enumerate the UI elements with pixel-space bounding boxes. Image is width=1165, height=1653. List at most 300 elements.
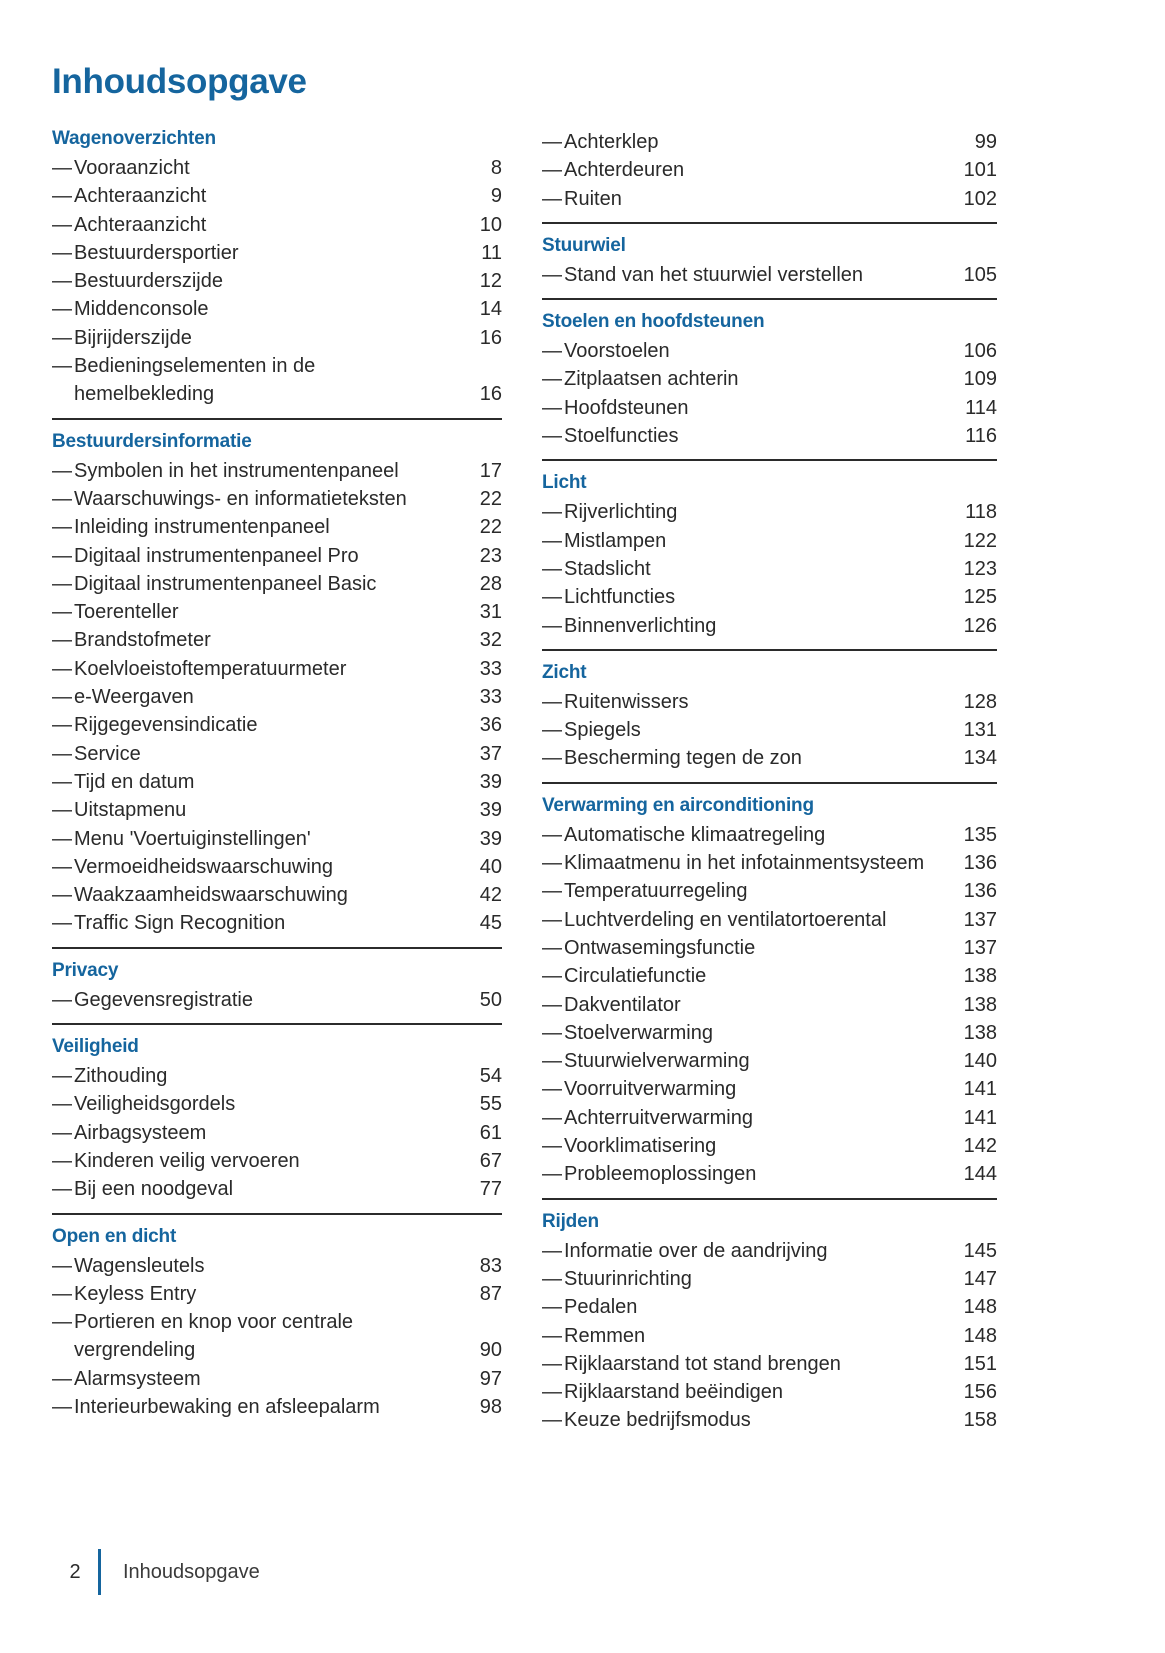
toc-entry-page-number: 118 — [965, 501, 997, 524]
toc-entry[interactable] — [52, 909, 502, 937]
toc-entry-label: Service — [74, 742, 141, 765]
toc-column-right — [542, 128, 997, 1435]
toc-entry-page-number: 135 — [963, 823, 997, 846]
toc-entry-label: Achterruitverwarming — [564, 1106, 753, 1129]
toc-entry-label: Keyless Entry — [74, 1282, 197, 1305]
toc-entry-page-number: 33 — [479, 686, 502, 709]
em-dash-icon: — — [542, 263, 562, 286]
toc-entry[interactable] — [542, 1104, 997, 1132]
toc-entry[interactable] — [542, 583, 997, 611]
toc-section — [52, 1213, 502, 1422]
toc-entry[interactable] — [542, 744, 997, 772]
toc-entry-page-number: 90 — [479, 1339, 502, 1362]
em-dash-icon: — — [542, 1078, 562, 1101]
em-dash-icon: — — [52, 270, 72, 293]
toc-entry[interactable] — [542, 716, 997, 744]
toc-entry[interactable] — [52, 485, 502, 513]
toc-section-title: Veiligheid — [52, 1036, 139, 1058]
em-dash-icon: — — [542, 965, 562, 988]
toc-entry-page-number: 83 — [479, 1254, 502, 1277]
toc-entry-label: Spiegels — [564, 719, 641, 742]
em-dash-icon: — — [52, 657, 72, 680]
toc-entry[interactable] — [542, 261, 997, 289]
toc-entry-label: Pedalen — [564, 1296, 638, 1319]
toc-entry-label: Achteraanzicht — [74, 185, 207, 208]
toc-entry-page-number: 22 — [479, 487, 502, 510]
em-dash-icon: — — [542, 690, 562, 713]
toc-entry[interactable] — [52, 598, 502, 626]
toc-section — [52, 128, 502, 409]
toc-entry[interactable] — [542, 934, 997, 962]
footer-label: Inhoudsopgave — [123, 1560, 260, 1583]
toc-entry-label: Achterdeuren — [564, 159, 685, 182]
toc-entry[interactable] — [542, 1047, 997, 1075]
em-dash-icon: — — [542, 187, 562, 210]
toc-entry-label: Bij een noodgeval — [74, 1178, 234, 1201]
toc-section-title: Stuurwiel — [542, 234, 626, 256]
toc-entry[interactable] — [542, 422, 997, 450]
toc-entry[interactable] — [52, 1062, 502, 1090]
toc-entry-label: Remmen — [564, 1324, 646, 1347]
toc-entry[interactable] — [52, 1365, 502, 1393]
toc-entry[interactable] — [542, 688, 997, 716]
toc-section-title: Stoelen en hoofdsteunen — [542, 311, 765, 333]
toc-columns — [52, 128, 1112, 1435]
toc-entry-page-number: 156 — [963, 1381, 997, 1404]
toc-section-title: Wagenoverzichten — [52, 128, 216, 149]
toc-entry-page-number: 138 — [963, 1021, 997, 1044]
toc-entry-page-number: 16 — [479, 383, 502, 406]
toc-entry-label: Veiligheidsgordels — [74, 1093, 236, 1116]
em-dash-icon: — — [52, 1395, 72, 1418]
toc-entry[interactable] — [542, 1406, 997, 1434]
toc-entry-label: Ruitenwissers — [564, 690, 689, 713]
toc-entry-label: Stadslicht — [564, 557, 651, 580]
toc-entry[interactable] — [52, 513, 502, 541]
toc-entry[interactable] — [52, 853, 502, 881]
em-dash-icon: — — [542, 614, 562, 637]
toc-entry-page-number: 36 — [479, 714, 502, 737]
em-dash-icon: — — [52, 1121, 72, 1144]
toc-entry-label: Waakzaamheidswaarschuwing — [74, 884, 348, 907]
toc-entry[interactable] — [52, 881, 502, 909]
toc-entry[interactable] — [542, 394, 997, 422]
toc-entry-page-number: 151 — [963, 1352, 997, 1375]
toc-entry[interactable] — [52, 626, 502, 654]
em-dash-icon: — — [52, 912, 72, 935]
toc-entry-label: Hoofdsteunen — [564, 396, 689, 419]
toc-entry-label: Brandstofmeter — [74, 629, 211, 652]
toc-entry[interactable] — [542, 1322, 997, 1350]
em-dash-icon: — — [542, 529, 562, 552]
toc-entry-label: Bestuurderszijde — [74, 270, 223, 293]
toc-entry-page-number: 158 — [963, 1409, 997, 1432]
em-dash-icon: — — [542, 131, 562, 153]
toc-entry-page-number: 125 — [963, 586, 997, 609]
toc-entry-page-number: 61 — [479, 1121, 502, 1144]
page-footer — [52, 1549, 260, 1595]
toc-entry[interactable] — [52, 324, 502, 352]
toc-entry-page-number: 137 — [963, 908, 997, 931]
em-dash-icon: — — [542, 719, 562, 742]
toc-entry-page-number: 99 — [974, 131, 997, 153]
toc-entry-label: Stoelfuncties — [564, 425, 679, 448]
toc-entry-label: Mistlampen — [564, 529, 667, 552]
toc-entry-page-number: 28 — [479, 572, 502, 595]
toc-entry[interactable] — [52, 796, 502, 824]
toc-entry-label: Achterklep — [564, 131, 659, 153]
toc-entry[interactable] — [542, 1293, 997, 1321]
toc-entry-label: Bestuurdersportier — [74, 241, 239, 264]
footer-divider — [98, 1549, 101, 1595]
toc-entry-page-number: 114 — [965, 396, 997, 419]
toc-entry[interactable] — [542, 1265, 997, 1293]
toc-entry-label: Portieren en knop voor centrale vergrendeling — [74, 1311, 354, 1362]
toc-entry[interactable] — [52, 267, 502, 295]
em-dash-icon: — — [542, 880, 562, 903]
toc-entry-page-number: 33 — [479, 657, 502, 680]
em-dash-icon: — — [542, 1381, 562, 1404]
toc-entry-label: Rijklaarstand beëindigen — [564, 1381, 784, 1404]
toc-entry-page-number: 123 — [963, 557, 997, 580]
toc-entry[interactable] — [52, 1119, 502, 1147]
toc-entry[interactable] — [542, 1019, 997, 1047]
toc-entry[interactable] — [542, 612, 997, 640]
toc-entry[interactable] — [52, 1308, 502, 1365]
toc-entry[interactable] — [542, 1075, 997, 1103]
toc-entry-label: Gegevensregistratie — [74, 988, 253, 1011]
toc-entry-label: Toerenteller — [74, 601, 179, 624]
em-dash-icon: — — [52, 714, 72, 737]
toc-entry[interactable] — [542, 962, 997, 990]
toc-entry-label: Interieurbewaking en afsleepalarm — [74, 1395, 380, 1418]
toc-column-left — [52, 128, 502, 1435]
toc-entry[interactable] — [52, 211, 502, 239]
toc-entry-page-number: 39 — [479, 827, 502, 850]
toc-entry[interactable] — [542, 498, 997, 526]
toc-entry-label: Middenconsole — [74, 298, 209, 321]
em-dash-icon: — — [542, 586, 562, 609]
em-dash-icon: — — [52, 355, 72, 378]
toc-entry[interactable] — [542, 128, 997, 156]
toc-entry-page-number: 45 — [479, 912, 502, 935]
toc-entry-label: Koelvloeistoftemperatuurmeter — [74, 657, 347, 680]
toc-entry-page-number: 131 — [963, 719, 997, 742]
toc-entry[interactable] — [52, 154, 502, 182]
toc-entry-label: Waarschuwings- en informatieteksten — [74, 487, 407, 510]
em-dash-icon: — — [52, 1282, 72, 1305]
toc-entry-label: Rijverlichting — [564, 501, 678, 524]
toc-entry[interactable] — [542, 555, 997, 583]
toc-entry-label: Keuze bedrijfsmodus — [564, 1409, 751, 1432]
toc-section-title: Bestuurdersinformatie — [52, 430, 252, 452]
toc-entry-page-number: 40 — [479, 855, 502, 878]
toc-entry[interactable] — [542, 1350, 997, 1378]
toc-entry-page-number: 122 — [963, 529, 997, 552]
toc-entry-label: Voorklimatisering — [564, 1135, 717, 1158]
em-dash-icon: — — [52, 185, 72, 208]
toc-entry[interactable] — [542, 185, 997, 213]
em-dash-icon: — — [542, 823, 562, 846]
toc-entry-label: Tijd en datum — [74, 770, 195, 793]
toc-entry-label: Stuurinrichting — [564, 1267, 692, 1290]
toc-entry[interactable] — [542, 365, 997, 393]
em-dash-icon: — — [542, 852, 562, 875]
toc-entry[interactable] — [52, 1280, 502, 1308]
toc-entry-page-number: 9 — [490, 185, 502, 208]
em-dash-icon: — — [52, 1367, 72, 1390]
toc-entry-page-number: 39 — [479, 770, 502, 793]
toc-entry[interactable] — [52, 655, 502, 683]
toc-entry[interactable] — [542, 821, 997, 849]
toc-entry-label: e-Weergaven — [74, 686, 194, 709]
toc-entry-label: Uitstapmenu — [74, 799, 187, 822]
toc-entry[interactable] — [52, 825, 502, 853]
toc-entry[interactable] — [52, 352, 502, 409]
em-dash-icon: — — [52, 1311, 72, 1334]
em-dash-icon: — — [542, 1050, 562, 1073]
em-dash-icon: — — [542, 1267, 562, 1290]
toc-entry-page-number: 14 — [479, 298, 502, 321]
toc-entry-page-number: 109 — [963, 368, 997, 391]
toc-entry-label: Klimaatmenu in het infotainmentsysteem — [564, 852, 925, 875]
toc-entry-page-number: 136 — [963, 852, 997, 875]
toc-entry-page-number: 141 — [963, 1106, 997, 1129]
em-dash-icon: — — [542, 396, 562, 419]
toc-entry[interactable] — [52, 239, 502, 267]
em-dash-icon: — — [542, 747, 562, 770]
toc-entry-page-number: 102 — [963, 187, 997, 210]
em-dash-icon: — — [52, 1254, 72, 1277]
toc-entry-page-number: 98 — [479, 1395, 502, 1418]
em-dash-icon: — — [542, 936, 562, 959]
toc-entry[interactable] — [52, 457, 502, 485]
em-dash-icon: — — [542, 425, 562, 448]
em-dash-icon: — — [52, 326, 72, 349]
em-dash-icon: — — [542, 908, 562, 931]
em-dash-icon: — — [52, 988, 72, 1011]
toc-entry-page-number: 37 — [479, 742, 502, 765]
toc-entry-label: Kinderen veilig vervoeren — [74, 1149, 300, 1172]
toc-entry[interactable] — [542, 1160, 997, 1188]
toc-entry-label: Bedieningselementen in de hemelbekleding — [74, 355, 316, 406]
toc-entry-page-number: 87 — [479, 1282, 502, 1305]
toc-section-title: Privacy — [52, 959, 119, 981]
toc-section — [542, 782, 997, 1189]
toc-entry-label: Dakventilator — [564, 993, 681, 1016]
toc-entry[interactable] — [52, 711, 502, 739]
toc-entry-label: Zitplaatsen achterin — [564, 368, 739, 391]
toc-entry-page-number: 39 — [479, 799, 502, 822]
toc-entry-page-number: 138 — [963, 993, 997, 1016]
toc-entry-label: Wagensleutels — [74, 1254, 205, 1277]
toc-entry-page-number: 137 — [963, 936, 997, 959]
toc-section-title: Licht — [542, 472, 587, 494]
toc-section — [542, 459, 997, 639]
em-dash-icon: — — [52, 1093, 72, 1116]
toc-entry-page-number: 22 — [479, 516, 502, 539]
toc-entry[interactable] — [542, 156, 997, 184]
toc-entry[interactable] — [542, 527, 997, 555]
toc-section — [542, 298, 997, 450]
toc-entry-page-number: 55 — [479, 1093, 502, 1116]
toc-section — [52, 418, 502, 938]
toc-entry-label: Traffic Sign Recognition — [74, 912, 286, 935]
em-dash-icon: — — [542, 557, 562, 580]
toc-entry-page-number: 16 — [479, 326, 502, 349]
toc-entry[interactable] — [52, 740, 502, 768]
toc-entry-page-number: 116 — [965, 425, 997, 448]
em-dash-icon: — — [52, 855, 72, 878]
toc-entry-page-number: 106 — [963, 340, 997, 363]
toc-entry-label: Stuurwielverwarming — [564, 1050, 750, 1073]
toc-entry-label: Probleemoplossingen — [564, 1163, 757, 1186]
toc-entry-label: Rijgegevensindicatie — [74, 714, 258, 737]
toc-entry-label: Inleiding instrumentenpaneel — [74, 516, 330, 539]
toc-entry-page-number: 144 — [963, 1163, 997, 1186]
em-dash-icon: — — [52, 516, 72, 539]
toc-entry-label: Voorruitverwarming — [564, 1078, 737, 1101]
toc-entry-label: Automatische klimaatregeling — [564, 823, 826, 846]
toc-section-title: Rijden — [542, 1210, 599, 1232]
toc-entry[interactable] — [542, 1378, 997, 1406]
toc-entry-page-number: 17 — [479, 459, 502, 482]
page-title: Inhoudsopgave — [52, 62, 307, 101]
toc-section — [542, 1198, 997, 1435]
toc-section — [542, 222, 997, 289]
toc-entry-page-number: 134 — [963, 747, 997, 770]
toc-entry[interactable] — [542, 337, 997, 365]
em-dash-icon: — — [52, 544, 72, 567]
toc-entry-label: Digitaal instrumentenpaneel Basic — [74, 572, 377, 595]
toc-entry-page-number: 148 — [963, 1296, 997, 1319]
toc-entry[interactable] — [52, 986, 502, 1014]
em-dash-icon: — — [542, 1409, 562, 1432]
em-dash-icon: — — [542, 993, 562, 1016]
toc-entry-page-number: 105 — [963, 263, 997, 286]
toc-entry-page-number: 147 — [963, 1267, 997, 1290]
toc-entry-page-number: 128 — [963, 690, 997, 713]
toc-entry-label: Zithouding — [74, 1065, 168, 1088]
em-dash-icon: — — [52, 572, 72, 595]
em-dash-icon: — — [52, 241, 72, 264]
toc-entry[interactable] — [52, 1175, 502, 1203]
toc-entry[interactable] — [542, 1132, 997, 1160]
toc-entry-page-number: 141 — [963, 1078, 997, 1101]
toc-entry-label: Alarmsysteem — [74, 1367, 201, 1390]
toc-entry-page-number: 140 — [963, 1050, 997, 1073]
toc-entry-page-number: 8 — [490, 157, 502, 179]
toc-entry[interactable] — [52, 1147, 502, 1175]
em-dash-icon: — — [542, 1296, 562, 1319]
em-dash-icon: — — [542, 1352, 562, 1375]
em-dash-icon: — — [542, 1163, 562, 1186]
toc-entry-label: Luchtverdeling en ventilatortoerental — [564, 908, 887, 931]
toc-entry[interactable] — [52, 1393, 502, 1421]
em-dash-icon: — — [52, 157, 72, 179]
em-dash-icon: — — [52, 884, 72, 907]
toc-entry-label: Digitaal instrumentenpaneel Pro — [74, 544, 359, 567]
toc-entry[interactable] — [52, 570, 502, 598]
toc-entry[interactable] — [52, 182, 502, 210]
toc-entry-page-number: 136 — [963, 880, 997, 903]
toc-section — [542, 649, 997, 773]
toc-entry[interactable] — [542, 877, 997, 905]
toc-entry-label: Rijklaarstand tot stand brengen — [564, 1352, 841, 1375]
toc-entry-page-number: 32 — [479, 629, 502, 652]
toc-entry-label: Stand van het stuurwiel verstellen — [564, 263, 864, 286]
toc-entry-label: Binnenverlichting — [564, 614, 717, 637]
toc-entry[interactable] — [542, 906, 997, 934]
toc-entry-label: Voorstoelen — [564, 340, 670, 363]
toc-entry-label: Menu 'Voertuiginstellingen' — [74, 827, 311, 850]
em-dash-icon: — — [52, 1065, 72, 1088]
toc-entry-page-number: 101 — [963, 159, 997, 182]
toc-entry[interactable] — [542, 1237, 997, 1265]
toc-entry[interactable] — [52, 768, 502, 796]
toc-entry[interactable] — [52, 1252, 502, 1280]
toc-entry[interactable] — [52, 542, 502, 570]
toc-entry-page-number: 42 — [479, 884, 502, 907]
em-dash-icon: — — [52, 1149, 72, 1172]
toc-entry-label: Ontwasemingsfunctie — [564, 936, 756, 959]
toc-section-title: Zicht — [542, 661, 587, 683]
em-dash-icon: — — [542, 368, 562, 391]
toc-entry-page-number: 142 — [963, 1135, 997, 1158]
em-dash-icon: — — [52, 799, 72, 822]
toc-entry-label: Circulatiefunctie — [564, 965, 707, 988]
em-dash-icon: — — [52, 629, 72, 652]
em-dash-icon: — — [542, 501, 562, 524]
em-dash-icon: — — [542, 1106, 562, 1129]
toc-entry-page-number: 148 — [963, 1324, 997, 1347]
toc-entry-label: Achteraanzicht — [74, 213, 207, 236]
em-dash-icon: — — [52, 827, 72, 850]
toc-entry-page-number: 50 — [479, 988, 502, 1011]
toc-entry-label: Airbagsysteem — [74, 1121, 207, 1144]
em-dash-icon: — — [52, 601, 72, 624]
toc-entry-label: Bijrijderszijde — [74, 326, 192, 349]
toc-section-title: Verwarming en airconditioning — [542, 794, 814, 816]
toc-entry[interactable] — [52, 683, 502, 711]
em-dash-icon: — — [52, 686, 72, 709]
em-dash-icon: — — [542, 1324, 562, 1347]
toc-entry-label: Lichtfuncties — [564, 586, 676, 609]
toc-entry-label: Ruiten — [564, 187, 622, 210]
toc-entry[interactable] — [542, 849, 997, 877]
toc-entry-page-number: 31 — [479, 601, 502, 624]
toc-entry-label: Temperatuurregeling — [564, 880, 748, 903]
toc-entry-page-number: 67 — [479, 1149, 502, 1172]
em-dash-icon: — — [542, 1135, 562, 1158]
toc-section-title: Open en dicht — [52, 1225, 177, 1247]
footer-page-number: 2 — [69, 1560, 81, 1583]
em-dash-icon: — — [542, 1239, 562, 1262]
toc-entry[interactable] — [52, 295, 502, 323]
toc-entry-label: Vooraanzicht — [74, 157, 190, 179]
toc-entry[interactable] — [542, 991, 997, 1019]
em-dash-icon: — — [542, 159, 562, 182]
em-dash-icon: — — [542, 340, 562, 363]
toc-section — [52, 947, 502, 1014]
em-dash-icon: — — [52, 298, 72, 321]
toc-entry-page-number: 77 — [479, 1178, 502, 1201]
em-dash-icon: — — [52, 742, 72, 765]
em-dash-icon: — — [52, 487, 72, 510]
em-dash-icon: — — [52, 1178, 72, 1201]
toc-entry-page-number: 11 — [481, 241, 502, 264]
toc-entry[interactable] — [52, 1090, 502, 1118]
